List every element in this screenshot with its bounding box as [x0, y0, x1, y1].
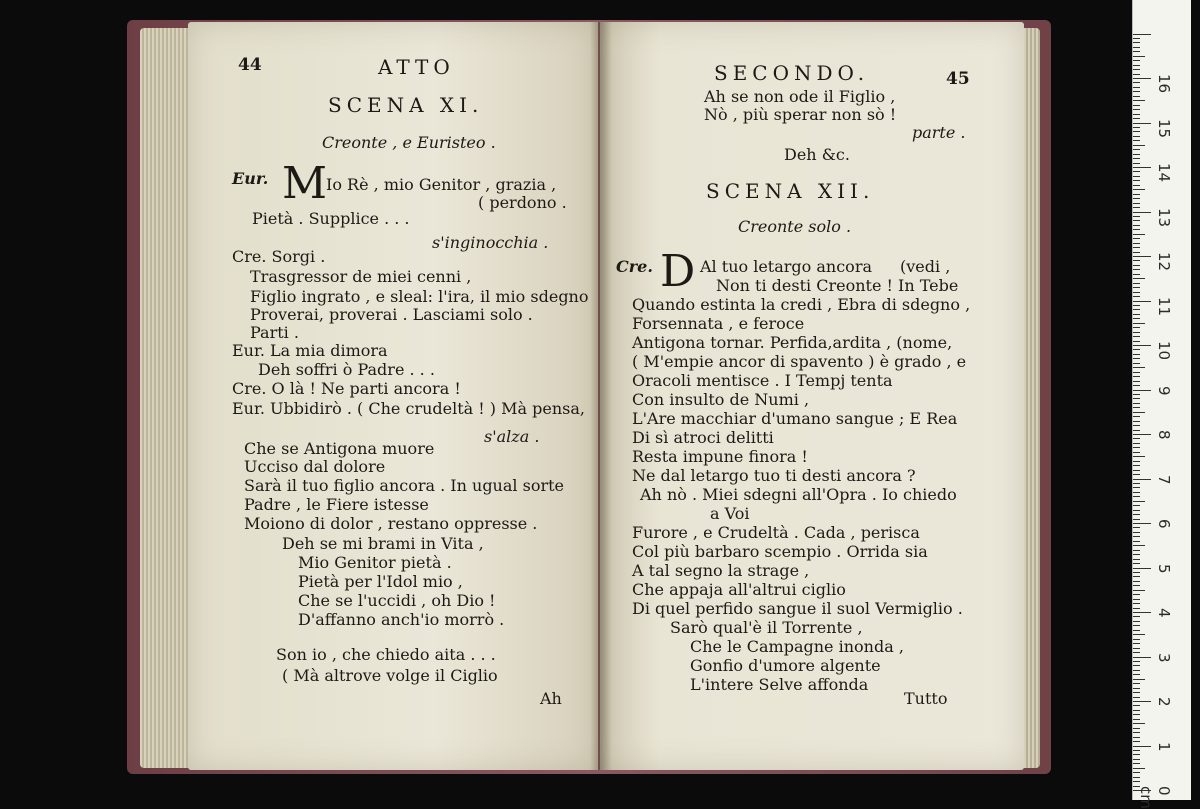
ruler-tick: [1133, 603, 1140, 604]
ruler-tick: [1133, 599, 1140, 600]
verse-line: Che le Campagne inonda ,: [690, 637, 904, 656]
ruler-tick: [1133, 158, 1140, 159]
ruler-tick: [1133, 220, 1140, 221]
ruler-tick: [1133, 492, 1140, 493]
stage-direction: parte .: [912, 123, 966, 142]
ruler-tick: [1133, 123, 1151, 124]
verse-line: Antigona tornar. Perfida,ardita , (nome,: [632, 333, 953, 352]
ruler-tick: [1133, 296, 1140, 297]
ruler-tick: [1133, 590, 1145, 591]
ruler-tick: [1133, 131, 1140, 132]
ruler-tick: [1133, 78, 1151, 79]
ruler-tick: [1133, 541, 1140, 542]
ruler-tick: [1133, 416, 1140, 417]
ruler-tick: [1133, 332, 1140, 333]
ruler-tick: [1133, 216, 1140, 217]
ruler-tick: [1133, 483, 1140, 484]
running-head-right: SECONDO.: [714, 61, 870, 85]
ruler-tick: [1133, 149, 1140, 150]
ruler-tick: [1133, 456, 1145, 457]
ruler-tick: [1133, 341, 1140, 342]
ruler-label: 9: [1155, 385, 1173, 396]
verse-line: ( Mà altrove volge il Ciglio: [282, 666, 498, 685]
ruler-label: 13: [1155, 207, 1173, 227]
verse-line: Col più barbaro scempio . Orrida sia: [632, 542, 928, 561]
ruler-tick: [1133, 60, 1140, 61]
ruler-tick: [1133, 42, 1140, 43]
ruler-tick: [1133, 292, 1140, 293]
ruler-tick: [1133, 697, 1140, 698]
ruler-tick: [1133, 652, 1140, 653]
ruler-tick: [1133, 683, 1140, 684]
verse-line: a Voi: [710, 504, 750, 523]
ruler-tick: [1133, 438, 1140, 439]
scene-title-right: SCENA XII.: [706, 179, 875, 203]
ruler-tick: [1133, 616, 1140, 617]
ruler-tick: [1133, 714, 1140, 715]
verse-line: Nò , più sperar non sò !: [704, 105, 897, 124]
ruler-tick: [1133, 639, 1140, 640]
verse-line: D'affanno anch'io morrò .: [298, 610, 505, 629]
verse-line: Padre , le Fiere istesse: [244, 495, 429, 514]
ruler-tick: [1133, 185, 1140, 186]
ruler-tick: [1133, 679, 1145, 680]
ruler-label: 4: [1155, 608, 1173, 618]
verse-line: ( perdono .: [478, 193, 567, 212]
stage-direction: s'alza .: [484, 427, 540, 446]
ruler-tick: [1133, 229, 1140, 230]
ruler-tick: [1133, 447, 1140, 448]
ruler-tick: [1133, 452, 1140, 453]
ruler-label: 11: [1155, 296, 1173, 316]
verse-line: Furore , e Crudeltà . Cada , perisca: [632, 523, 920, 542]
verse-line: (vedi ,: [900, 257, 951, 276]
verse-line: Io Rè , mio Genitor , grazia ,: [326, 175, 557, 194]
ruler-tick: [1133, 772, 1140, 773]
ruler-tick: [1133, 274, 1140, 275]
verse-line: Quando estinta la credi , Ebra di sdegno ,: [632, 295, 971, 314]
ruler-label: 12: [1155, 252, 1173, 272]
ruler-tick: [1133, 376, 1140, 377]
ruler-label: 8: [1155, 430, 1173, 440]
verse-line: Trasgressor de miei cenni ,: [250, 267, 472, 286]
verse-line: L'Are macchiar d'umano sangue ; E Rea: [632, 409, 958, 428]
verse-line: Eur. La mia dimora: [232, 341, 388, 360]
ruler-tick: [1133, 154, 1140, 155]
ruler-tick: [1133, 65, 1140, 66]
ruler-tick: [1133, 38, 1140, 39]
ruler-tick: [1133, 109, 1140, 110]
ruler-tick: [1133, 768, 1145, 769]
catchword-right: Tutto: [904, 689, 948, 708]
ruler-tick: [1133, 398, 1140, 399]
ruler-tick: [1133, 69, 1140, 70]
ruler-tick: [1133, 207, 1140, 208]
ruler-label: 5: [1155, 563, 1173, 574]
ruler-tick: [1133, 372, 1140, 373]
ruler-label: 1: [1155, 741, 1173, 752]
ruler-tick: [1133, 625, 1140, 626]
page-number-right: 45: [946, 69, 970, 89]
verse-line: Mio Genitor pietà .: [298, 553, 452, 572]
verse-line: Con insulto de Numi ,: [632, 390, 810, 409]
verse-line: Deh soffri ò Padre . . .: [258, 360, 435, 379]
verse-line: Figlio ingrato , e sleal: l'ira, il mio sdegno: [250, 287, 589, 306]
ruler-label: 16: [1155, 74, 1173, 94]
ruler-tick: [1133, 527, 1140, 528]
ruler-tick: [1133, 180, 1140, 181]
verse-line: A tal segno la strage ,: [632, 561, 810, 580]
characters-right: Creonte solo .: [738, 217, 852, 236]
ruler-tick: [1133, 670, 1140, 671]
verse-line: Cre. Sorgi .: [232, 247, 326, 266]
ruler-tick: [1133, 536, 1140, 537]
drop-cap: M: [282, 158, 328, 209]
scene-title-left: SCENA XI.: [328, 93, 484, 117]
ruler-tick: [1133, 737, 1140, 738]
ruler-tick: [1133, 692, 1140, 693]
ruler-tick: [1133, 496, 1140, 497]
ruler-tick: [1133, 358, 1140, 359]
ruler-tick: [1133, 305, 1140, 306]
ruler-tick: [1133, 385, 1140, 386]
ruler-tick: [1133, 487, 1140, 488]
ruler-tick: [1133, 260, 1140, 261]
verse-line: Ucciso dal dolore: [244, 457, 386, 476]
ruler-tick: [1133, 301, 1151, 302]
ruler-tick: [1133, 519, 1140, 520]
ruler-tick: [1133, 363, 1140, 364]
ruler-tick: [1133, 594, 1140, 595]
ruler-tick: [1133, 234, 1145, 235]
ruler-tick: [1133, 256, 1151, 257]
ruler-tick: [1133, 225, 1140, 226]
ruler-tick: [1133, 461, 1140, 462]
ruler-tick: [1133, 550, 1140, 551]
ruler-tick: [1133, 127, 1140, 128]
verse-line: Che se l'uccidi , oh Dio !: [298, 591, 496, 610]
verse-line: Ah nò . Miei sdegni all'Opra . Io chiedo: [640, 485, 957, 504]
ruler-tick: [1133, 705, 1140, 706]
ruler-tick: [1133, 630, 1140, 631]
ruler-tick: [1133, 287, 1140, 288]
ruler-tick: [1133, 674, 1140, 675]
ruler-tick: [1133, 545, 1145, 546]
ruler-tick: [1133, 91, 1140, 92]
catchword-left: Ah: [540, 689, 562, 708]
ruler-tick: [1133, 283, 1140, 284]
ruler-tick: [1133, 265, 1140, 266]
ruler-tick: [1133, 688, 1140, 689]
ruler-tick: [1133, 430, 1140, 431]
ruler-tick: [1133, 754, 1140, 755]
ruler-tick: [1133, 212, 1151, 213]
ruler-tick: [1133, 443, 1140, 444]
verse-line: Eur. Ubbidirò . ( Che crudeltà ! ) Mà pensa,: [232, 399, 585, 418]
ruler-tick: [1133, 723, 1145, 724]
ruler-tick: [1133, 719, 1140, 720]
stage-direction: s'inginocchia .: [432, 233, 549, 252]
verse-line: Che appaja all'altrui ciglio: [632, 580, 846, 599]
ruler-tick: [1133, 657, 1151, 658]
verse-line: Parti .: [250, 323, 299, 342]
ruler-tick: [1133, 661, 1140, 662]
characters-left: Creonte , e Euristeo .: [322, 133, 496, 152]
page-number-left: 44: [238, 55, 262, 75]
ruler-tick: [1133, 269, 1140, 270]
ruler-tick: [1133, 407, 1140, 408]
ruler-label: 2: [1155, 697, 1173, 707]
verse-line: Cre. O là ! Ne parti ancora !: [232, 379, 461, 398]
ruler-tick: [1133, 278, 1145, 279]
ruler-tick: [1133, 470, 1140, 471]
ruler-tick: [1133, 634, 1145, 635]
ruler-label: 14: [1155, 163, 1173, 183]
ruler-tick: [1133, 314, 1140, 315]
ruler-tick: [1133, 434, 1151, 435]
book-gutter: [590, 22, 612, 770]
ruler-tick: [1133, 572, 1140, 573]
ruler-tick: [1133, 171, 1140, 172]
verse-line: Forsennata , e feroce: [632, 314, 805, 333]
ruler-tick: [1133, 247, 1140, 248]
ruler-tick: [1133, 701, 1151, 702]
verse-line: Resta impune finora !: [632, 447, 808, 466]
ruler-tick: [1133, 167, 1151, 168]
ruler-label: 6: [1155, 519, 1173, 529]
verse-line: Ah se non ode il Figlio ,: [704, 87, 896, 106]
ruler-tick: [1133, 621, 1140, 622]
ruler-tick: [1133, 732, 1140, 733]
ruler-tick: [1133, 74, 1140, 75]
ruler-label: 3: [1155, 652, 1173, 663]
ruler-tick: [1133, 746, 1151, 747]
verse-line: Pietà per l'Idol mio ,: [298, 572, 463, 591]
ruler-tick: [1133, 612, 1151, 613]
verse-line: Ne dal letargo tuo ti desti ancora ?: [632, 466, 916, 485]
ruler-tick: [1133, 750, 1140, 751]
ruler-tick: [1133, 576, 1140, 577]
ruler-tick: [1133, 56, 1145, 57]
ruler-tick: [1133, 648, 1140, 649]
ruler-tick: [1133, 710, 1140, 711]
ruler-tick: [1133, 198, 1140, 199]
ruler-tick: [1133, 367, 1145, 368]
ruler-tick: [1133, 82, 1140, 83]
ruler-tick: [1133, 421, 1140, 422]
speaker: Eur.: [232, 169, 269, 188]
verse-line: Di quel perfido sangue il suol Vermiglio .: [632, 599, 963, 618]
ruler-tick: [1133, 425, 1140, 426]
ruler-tick: [1133, 501, 1145, 502]
ruler-tick: [1133, 176, 1140, 177]
ruler-tick: [1133, 105, 1140, 106]
ruler-tick: [1133, 403, 1140, 404]
speaker: Cre.: [616, 257, 653, 276]
ruler-tick: [1133, 203, 1140, 204]
ruler-tick: [1133, 34, 1151, 35]
ruler-tick: [1133, 412, 1145, 413]
ruler-tick: [1133, 47, 1140, 48]
ruler-tick: [1133, 581, 1140, 582]
verse-line: Che se Antigona muore: [244, 439, 435, 458]
ruler-tick: [1133, 349, 1140, 350]
ruler-label: 15: [1155, 118, 1173, 138]
measuring-ruler: [1132, 0, 1191, 809]
ruler-tick: [1133, 510, 1140, 511]
ruler-tick: [1133, 354, 1140, 355]
verse-line: Deh &c.: [784, 145, 850, 164]
verse-line: Sarà il tuo figlio ancora . In ugual sorte: [244, 476, 564, 495]
running-head-left: ATTO: [378, 55, 455, 79]
verse-line: Di sì atroci delitti: [632, 428, 774, 447]
ruler-tick: [1133, 514, 1140, 515]
ruler-tick: [1133, 163, 1140, 164]
ruler-tick: [1133, 505, 1140, 506]
ruler-tick: [1133, 318, 1140, 319]
ruler-tick: [1133, 777, 1140, 778]
ruler-label: 10: [1155, 341, 1173, 361]
ruler-tick: [1133, 781, 1140, 782]
ruler-tick: [1133, 323, 1145, 324]
verse-line: Gonfio d'umore algente: [690, 656, 881, 675]
ruler-tick: [1133, 140, 1140, 141]
verse-line: Moiono di dolor , restano oppresse .: [244, 514, 538, 533]
ruler-tick: [1133, 51, 1140, 52]
ruler-label: 7: [1155, 474, 1173, 485]
ruler-tick: [1133, 474, 1140, 475]
ruler-tick: [1133, 309, 1140, 310]
ruler-tick: [1133, 118, 1140, 119]
ruler-tick: [1133, 87, 1140, 88]
ruler-tick: [1133, 479, 1151, 480]
ruler-tick: [1133, 559, 1140, 560]
verse-line: Son io , che chiedo aita . . .: [276, 645, 496, 664]
verse-line: Non ti desti Creonte ! In Tebe: [716, 276, 959, 295]
verse-line: Deh se mi brami in Vita ,: [282, 534, 484, 553]
ruler-tick: [1133, 145, 1145, 146]
verse-line: Sarò qual'è il Torrente ,: [670, 618, 863, 637]
ruler-tick: [1133, 394, 1140, 395]
ruler-tick: [1133, 390, 1151, 391]
verse-line: Proverai, proverai . Lasciami solo .: [250, 305, 533, 324]
ruler-tick: [1133, 741, 1140, 742]
verse-line: ( M'empie ancor di spavento ) è grado , e: [632, 352, 967, 371]
ruler-label: 0 cm: [1137, 786, 1173, 809]
drop-cap: D: [660, 246, 696, 297]
ruler-tick: [1133, 763, 1140, 764]
ruler-tick: [1133, 665, 1140, 666]
ruler-tick: [1133, 585, 1140, 586]
ruler-tick: [1133, 238, 1140, 239]
ruler-tick: [1133, 345, 1151, 346]
ruler-tick: [1133, 759, 1140, 760]
ruler-tick: [1133, 465, 1140, 466]
ruler-tick: [1133, 114, 1140, 115]
verse-line: Al tuo letargo ancora: [700, 257, 872, 276]
ruler-tick: [1133, 252, 1140, 253]
ruler-tick: [1133, 327, 1140, 328]
ruler-tick: [1133, 563, 1140, 564]
ruler-tick: [1133, 554, 1140, 555]
ruler-tick: [1133, 608, 1140, 609]
ruler-tick: [1133, 728, 1140, 729]
ruler-tick: [1133, 532, 1140, 533]
ruler-tick: [1133, 243, 1140, 244]
verse-line: Pietà . Supplice . . .: [252, 209, 410, 228]
ruler-tick: [1133, 189, 1145, 190]
ruler-tick: [1133, 381, 1140, 382]
ruler-tick: [1133, 136, 1140, 137]
verse-line: Oracoli mentisce . I Tempj tenta: [632, 371, 893, 390]
ruler-tick: [1133, 194, 1140, 195]
ruler-tick: [1133, 96, 1140, 97]
ruler-tick: [1133, 643, 1140, 644]
ruler-tick: [1133, 568, 1151, 569]
verse-line: L'intere Selve affonda: [690, 675, 869, 694]
ruler-tick: [1133, 336, 1140, 337]
ruler-tick: [1133, 100, 1145, 101]
ruler-tick: [1133, 523, 1151, 524]
